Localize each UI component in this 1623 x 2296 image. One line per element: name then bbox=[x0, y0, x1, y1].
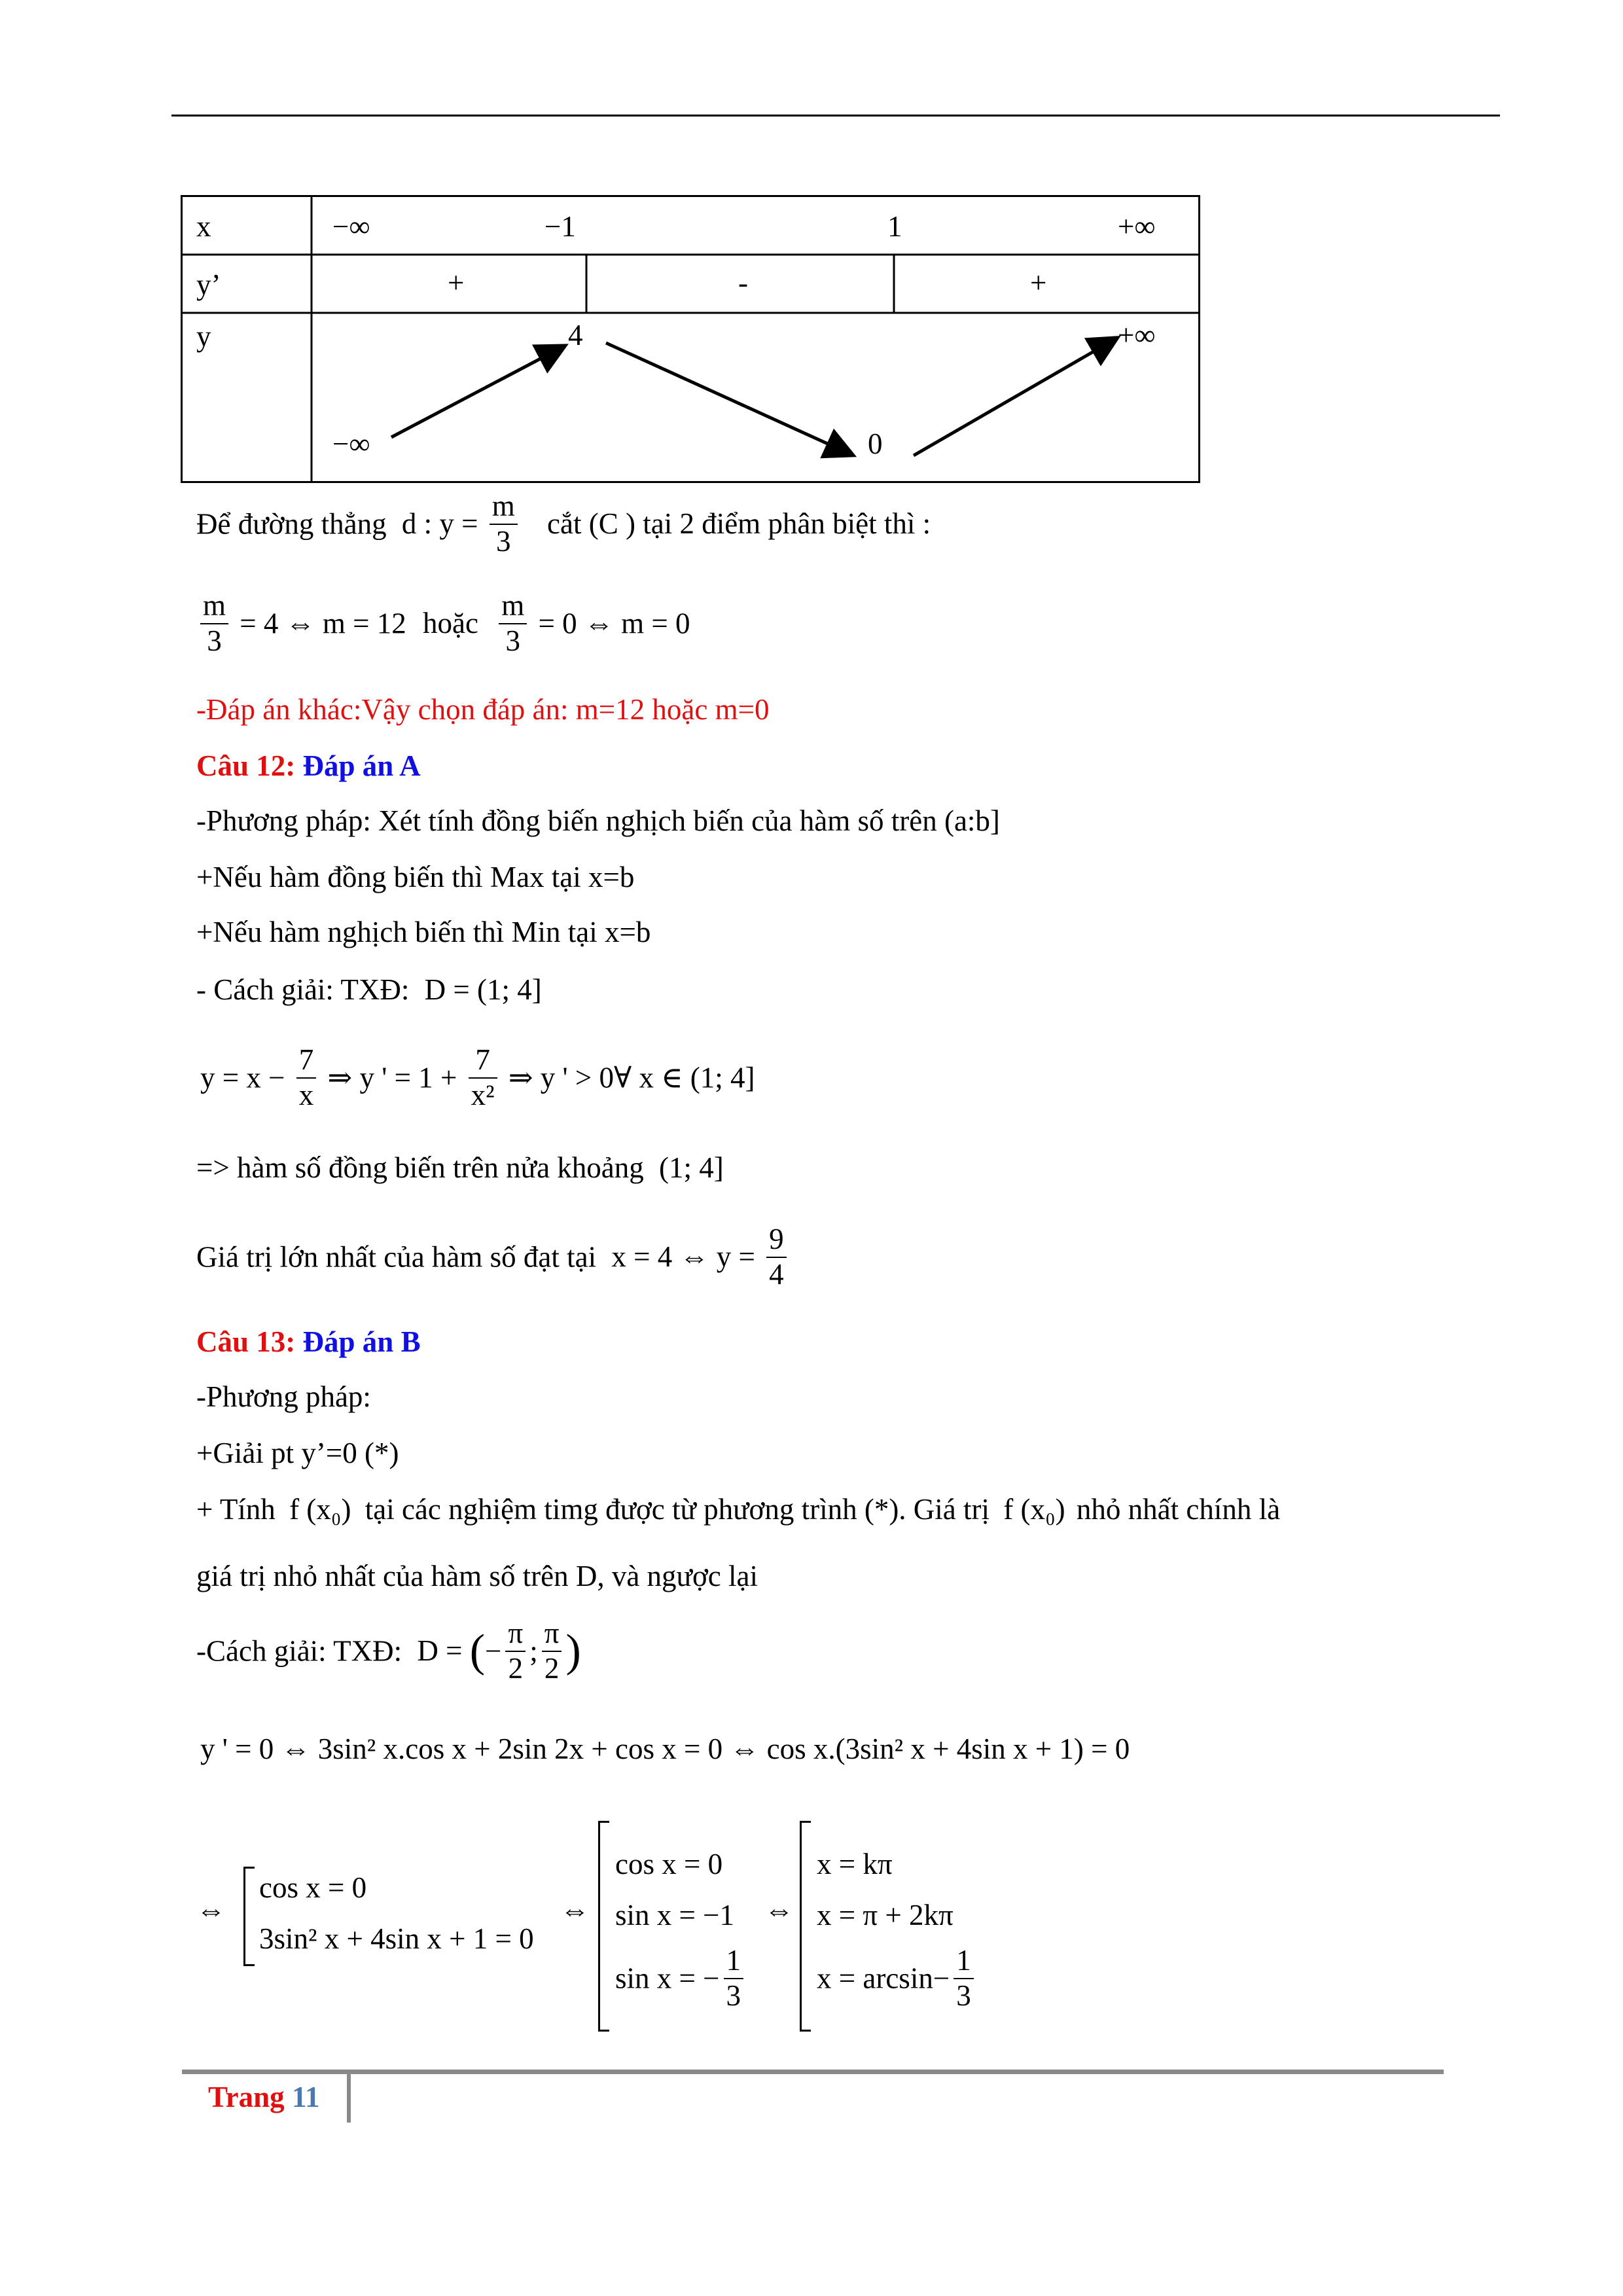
sys3-line3 bbox=[817, 1944, 978, 2013]
sys2-line2: sin x = −1 bbox=[615, 1899, 735, 1931]
row-label-yprime: y’ bbox=[196, 268, 221, 301]
q13-step2-line2: giá trị nhỏ nhất của hàm số trên D, và ngược lại bbox=[196, 1560, 758, 1592]
q13-step1: +Giải pt y’=0 (*) bbox=[196, 1437, 399, 1469]
arrow-up-1 bbox=[391, 347, 563, 437]
q12-solve bbox=[196, 975, 542, 1005]
arrow-down bbox=[606, 343, 851, 454]
q12-eq-c: ⇒ y ' > 0∀ x ∈ (1; 4] bbox=[508, 1061, 755, 1094]
y-pos-inf: +∞ bbox=[1118, 319, 1156, 351]
q13-method: -Phương pháp: bbox=[196, 1380, 371, 1413]
sys1-line2: 3sin² x + 4sin x + 1 = 0 bbox=[259, 1922, 534, 1955]
q12-label: Câu 12: bbox=[196, 749, 296, 782]
q12-increasing-text: => hàm số đồng biến trên nửa khoảng bbox=[196, 1151, 644, 1184]
y-max: 4 bbox=[568, 319, 583, 351]
sys2-line3-text: sin x = − bbox=[615, 1962, 720, 1995]
cond-or: hoặc bbox=[423, 607, 478, 640]
page-label: Trang bbox=[208, 2081, 285, 2113]
sys3-line2: x = π + 2kπ bbox=[817, 1899, 954, 1931]
x-pos-inf: +∞ bbox=[1118, 210, 1156, 243]
iff-3: ⇔ bbox=[764, 1893, 794, 1926]
q12-derivative bbox=[200, 1043, 755, 1113]
q13-domain-close: ) bbox=[565, 1625, 581, 1676]
iff-2: ⇔ bbox=[560, 1893, 590, 1926]
variation-table bbox=[181, 195, 1200, 483]
q13-domain-lead: D = bbox=[417, 1634, 463, 1668]
q12-method: -Phương pháp: Xét tính đồng biến nghịch biến của hàm số trên (a:b] bbox=[196, 804, 1000, 837]
page-number bbox=[208, 2083, 319, 2112]
q12-solve-lead: - Cách giải: TXĐ: bbox=[196, 973, 410, 1006]
q12-max-frac: $\frac{9}{4}$ bbox=[766, 1223, 787, 1292]
bracket-3 bbox=[800, 1821, 811, 2032]
q13-answer: Đáp án B bbox=[302, 1325, 421, 1358]
arrow-up-2 bbox=[914, 339, 1115, 456]
condition-line bbox=[196, 589, 690, 658]
q12-line3: +Nếu hàm nghịch biến thì Min tại x=b bbox=[196, 916, 651, 948]
q13-derivative: y ' = 0 ⇔ 3sin² x.cos x + 2sin 2x + cos x = 0 ⇔ cos x.(3sin² x + 4sin x + 1) = 0 bbox=[200, 1732, 1130, 1765]
bracket-2 bbox=[598, 1821, 609, 2032]
q13-heading bbox=[196, 1327, 421, 1357]
q12-max-eq: x = 4 ⇔ y = bbox=[611, 1240, 755, 1274]
q13-step2-b: tại các nghiệm timg được từ phương trình (*). Giá trị bbox=[365, 1493, 990, 1526]
q13-step2-f: f (x₀) bbox=[289, 1493, 351, 1526]
iff-1: ⇔ bbox=[196, 1893, 226, 1926]
sys2-line3-frac: $\frac{1}{3}$ bbox=[724, 1944, 744, 2013]
q13-domain-open: ( bbox=[469, 1625, 486, 1676]
cond-frac-1: $\frac{m}{3}$ bbox=[200, 589, 228, 658]
intro-lead: Để đường thẳng bbox=[196, 507, 387, 541]
sys2-line1: cos x = 0 bbox=[615, 1848, 723, 1880]
row-label-x: x bbox=[196, 210, 211, 243]
cond-part-1: = 4 ⇔ m = 12 bbox=[240, 607, 406, 640]
q12-heading bbox=[196, 751, 421, 781]
x-one: 1 bbox=[887, 210, 902, 243]
sign-3: + bbox=[1030, 266, 1047, 299]
q12-answer: Đáp án A bbox=[302, 749, 421, 782]
q13-solve-lead: -Cách giải: TXĐ: bbox=[196, 1634, 402, 1668]
intro-fraction: $\frac{m}{3}$ bbox=[490, 490, 518, 559]
q12-frac-2: $\frac{7}{\text{x²}}$ bbox=[469, 1043, 497, 1113]
q12-frac-1: $\frac{7}{x}$ bbox=[296, 1043, 317, 1113]
q12-max-lead: Giá trị lớn nhất của hàm số đạt tại bbox=[196, 1240, 597, 1274]
footer-divider bbox=[347, 2074, 351, 2123]
q12-eq-b: ⇒ y ' = 1 + bbox=[327, 1061, 457, 1094]
sys3-line1: x = kπ bbox=[817, 1848, 893, 1880]
row-label-y: y bbox=[196, 320, 211, 353]
q12-domain: D = (1; 4] bbox=[424, 973, 542, 1006]
q13-step2-f2: f (x₀) bbox=[1003, 1493, 1065, 1526]
bracket-1 bbox=[243, 1867, 255, 1966]
intro-line-name: d : y = bbox=[401, 507, 478, 541]
sys3-line3-frac: $\frac{1}{3}$ bbox=[954, 1944, 974, 2013]
sys2-line3 bbox=[615, 1944, 747, 2013]
y-min: 0 bbox=[868, 427, 883, 460]
q13-systems bbox=[196, 1810, 1243, 2033]
x-neg-one: −1 bbox=[544, 210, 576, 243]
q13-domain-frac-2: $\frac{\pi}{2}$ bbox=[542, 1617, 562, 1686]
q12-increasing bbox=[196, 1153, 724, 1183]
sign-1: + bbox=[448, 266, 465, 299]
q13-step2-c: nhỏ nhất chính là bbox=[1076, 1493, 1281, 1526]
q12-max bbox=[196, 1223, 791, 1292]
sys1-line1: cos x = 0 bbox=[259, 1871, 367, 1904]
q13-step2 bbox=[196, 1495, 1280, 1524]
q13-label: Câu 13: bbox=[196, 1325, 296, 1358]
q13-domain-frac-1: $\frac{\pi}{2}$ bbox=[505, 1617, 526, 1686]
sign-2: - bbox=[738, 266, 748, 299]
x-neg-inf: −∞ bbox=[332, 210, 370, 243]
cond-frac-2: $\frac{m}{3}$ bbox=[499, 589, 527, 658]
cond-part-2: = 0 ⇔ m = 0 bbox=[538, 607, 690, 640]
q13-domain-sep: ; bbox=[529, 1634, 538, 1668]
sys3-line3-text: x = arcsin− bbox=[817, 1962, 950, 1995]
q12-increasing-interval: (1; 4] bbox=[659, 1151, 724, 1184]
footer-rule bbox=[182, 2070, 1444, 2074]
other-answer: -Đáp án khác:Vậy chọn đáp án: m=12 hoặc m=0 bbox=[196, 693, 770, 726]
q12-line2: +Nếu hàm đồng biến thì Max tại x=b bbox=[196, 861, 635, 893]
y-neg-inf: −∞ bbox=[332, 427, 370, 460]
q13-step2-a: + Tính bbox=[196, 1493, 276, 1526]
q13-solve bbox=[196, 1617, 581, 1686]
q12-eq-a: y = x − bbox=[200, 1061, 285, 1094]
intro-tail: cắt (C ) tại 2 điểm phân biệt thì : bbox=[547, 507, 931, 541]
intro-line bbox=[196, 490, 931, 559]
q13-domain-minus: − bbox=[485, 1634, 502, 1668]
header-rule bbox=[171, 115, 1500, 117]
page-number-value: 11 bbox=[291, 2081, 320, 2113]
